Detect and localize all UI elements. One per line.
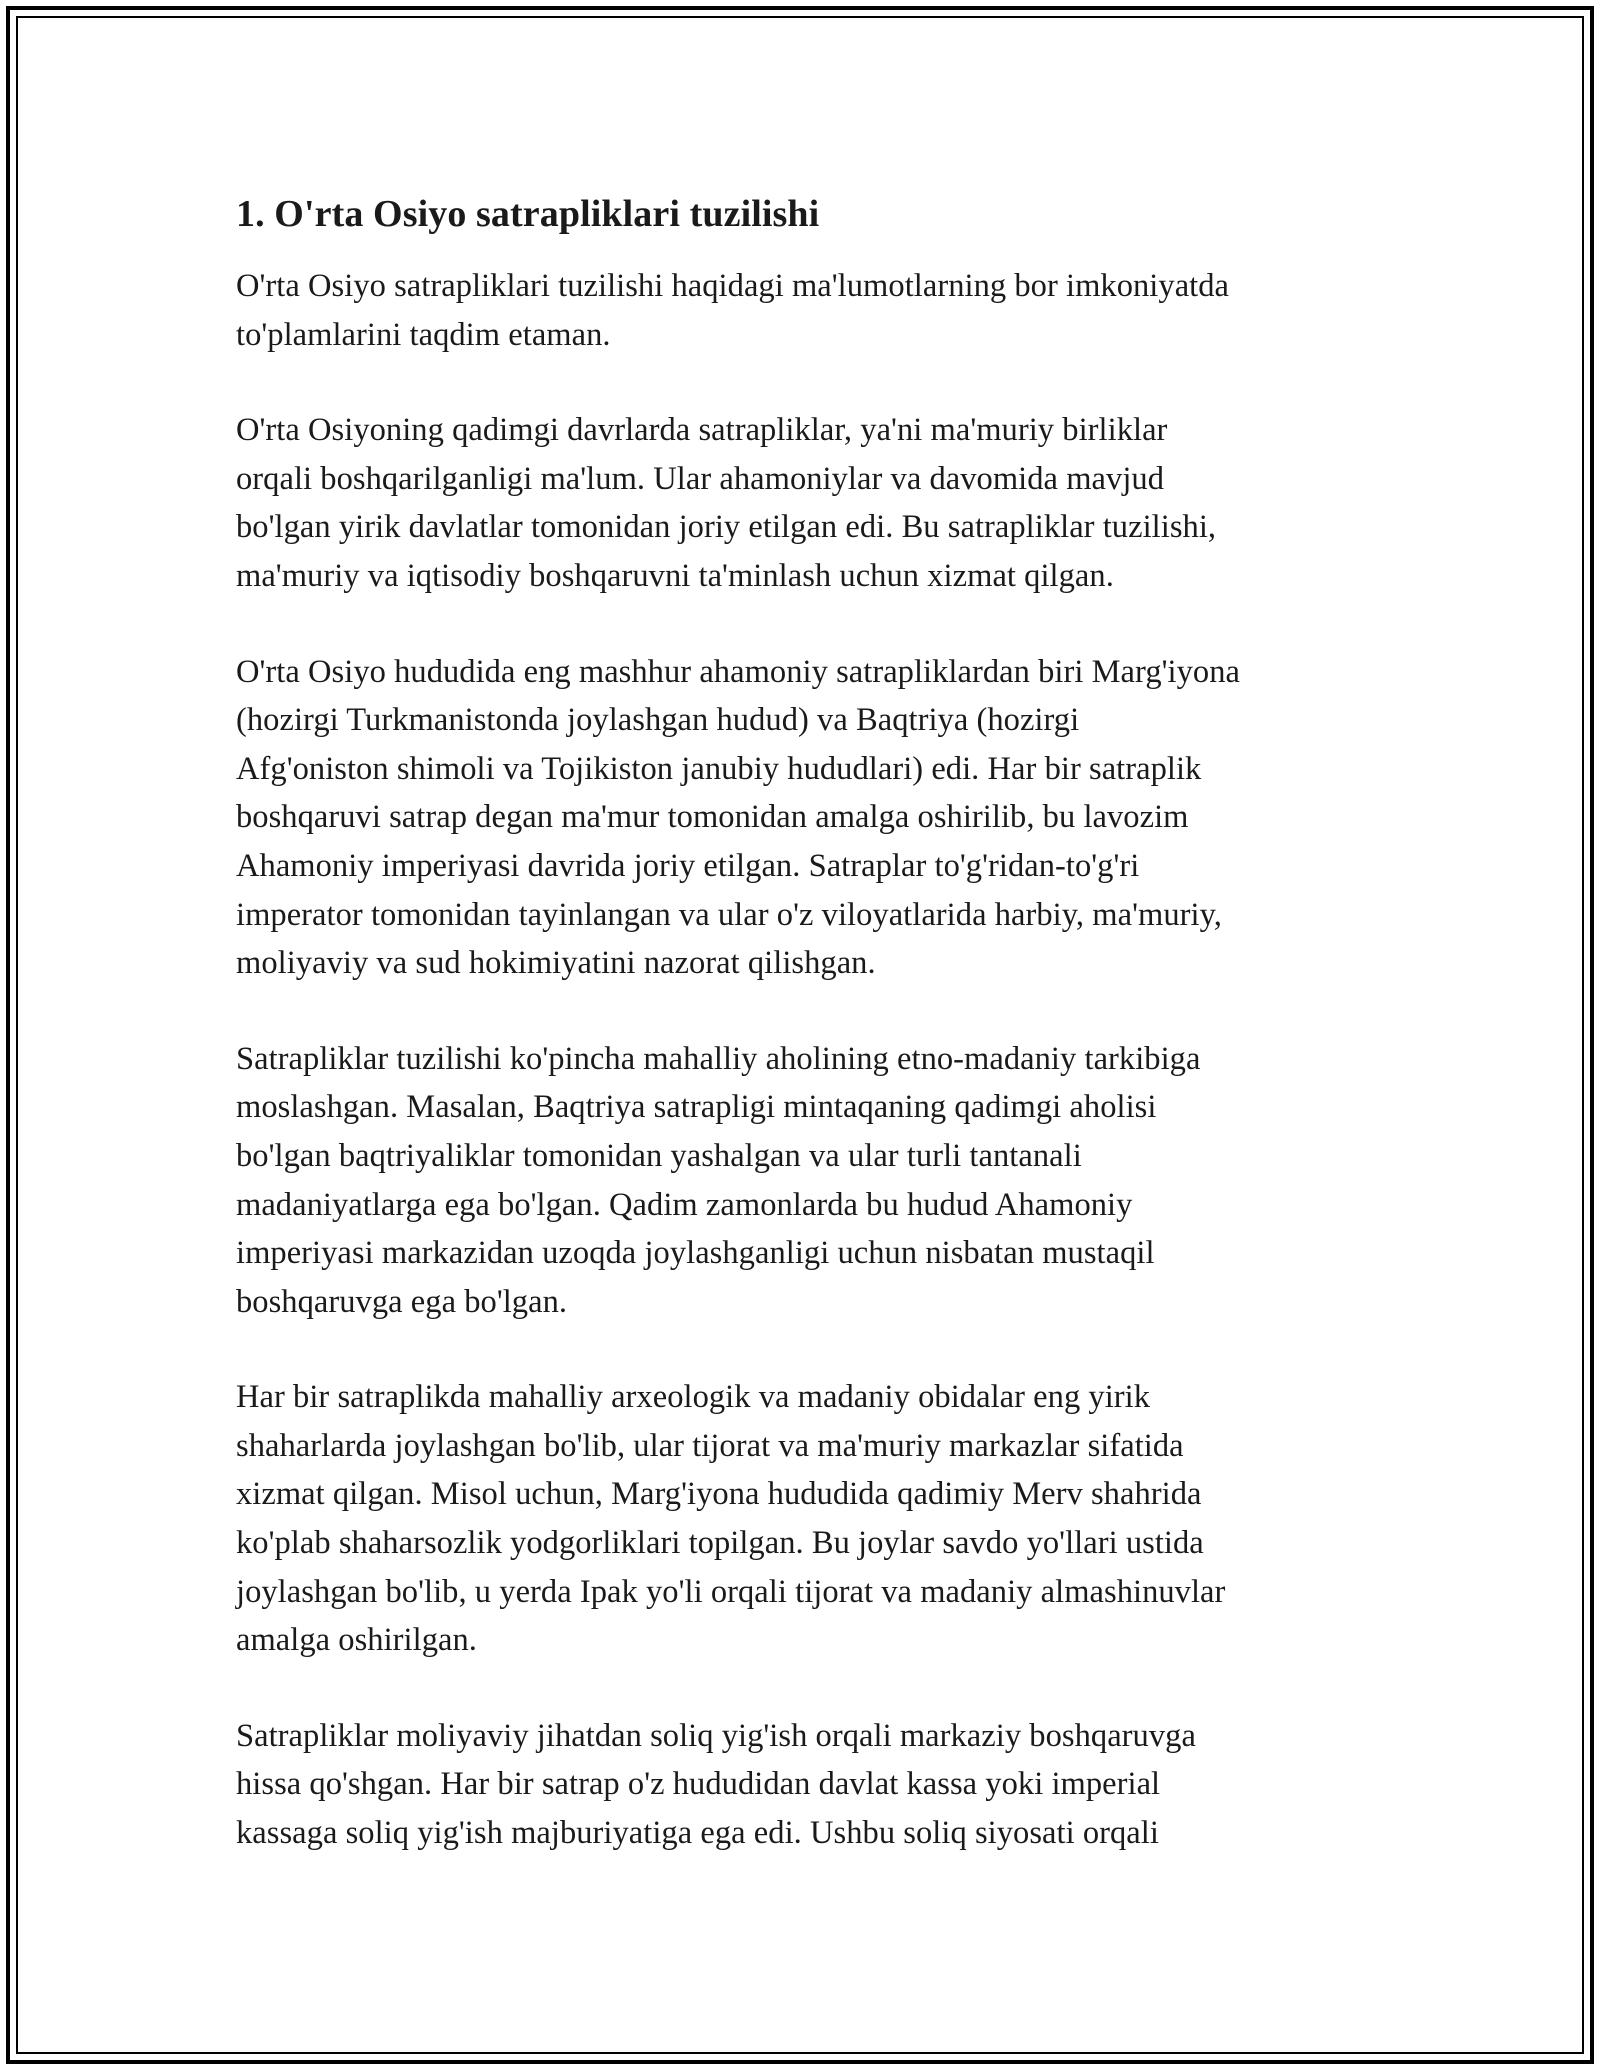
paragraph-line: Satrapliklar moliyaviy jihatdan soliq yig'ish orqali markaziy boshqaruvga (236, 1717, 1196, 1754)
paragraph-line: Ahamoniy imperiyasi davrida joriy etilgan. Satraplar to'g'ridan-to'g'ri (236, 847, 1140, 884)
paragraph-line: orqali boshqarilganligi ma'lum. Ular ahamoniylar va davomida mavjud (236, 460, 1164, 497)
paragraph-line: Afg'oniston shimoli va Tojikiston janubiy hududlari) edi. Har bir satraplik (236, 750, 1202, 787)
paragraph (236, 648, 1386, 988)
paragraph-container (236, 262, 1386, 1858)
paragraph-line: shaharlarda joylashgan bo'lib, ular tijorat va ma'muriy markazlar sifatida (236, 1427, 1184, 1464)
paragraph-line: (hozirgi Turkmanistonda joylashgan hudud) va Baqtriya (hozirgi (236, 702, 1080, 739)
paragraph-line: ma'muriy va iqtisodiy boshqaruvni ta'minlash uchun xizmat qilgan. (236, 557, 1114, 594)
paragraph-line: bo'lgan baqtriyaliklar tomonidan yashalgan va ular turli tantanali (236, 1137, 1082, 1174)
paragraph (236, 1035, 1386, 1327)
paragraph-line: Satrapliklar tuzilishi ko'pincha mahalliy aholining etno-madaniy tarkibiga (236, 1040, 1201, 1077)
paragraph (236, 1373, 1386, 1665)
paragraph-line: ko'plab shaharsozlik yodgorliklari topilgan. Bu joylar savdo yo'llari ustida (236, 1525, 1204, 1562)
document-body (236, 188, 1386, 1905)
paragraph-line: imperiyasi markazidan uzoqda joylashganligi uchun nisbatan mustaqil (236, 1235, 1155, 1272)
paragraph (236, 406, 1386, 600)
paragraph-line: kassaga soliq yig'ish majburiyatiga ega edi. Ushbu soliq siyosati orqali (236, 1815, 1159, 1852)
paragraph (236, 1712, 1386, 1858)
paragraph-line: amalga oshirilgan. (236, 1622, 477, 1659)
paragraph-line: boshqaruvga ega bo'lgan. (236, 1283, 568, 1320)
paragraph (236, 262, 1386, 359)
paragraph-line: joylashgan bo'lib, u yerda Ipak yo'li orqali tijorat va madaniy almashinuvlar (236, 1573, 1226, 1610)
section-heading: 1. O'rta Osiyo satrapliklari tuzilishi (236, 193, 820, 235)
paragraph-line: moslashgan. Masalan, Baqtriya satrapligi mintaqaning qadimgi aholisi (236, 1089, 1157, 1126)
paragraph-line: hissa qo'shgan. Har bir satrap o'z hududidan davlat kassa yoki imperial (236, 1766, 1161, 1803)
paragraph-line: boshqaruvi satrap degan ma'mur tomonidan amalga oshirilib, bu lavozim (236, 799, 1189, 836)
paragraph-line: Har bir satraplikda mahalliy arxeologik va madaniy obidalar eng yirik (236, 1379, 1151, 1416)
paragraph-line: imperator tomonidan tayinlangan va ular o'z viloyatlarida harbiy, ma'muriy, (236, 896, 1222, 933)
paragraph-line: to'plamlarini taqdim etaman. (236, 316, 611, 353)
paragraph-line: bo'lgan yirik davlatlar tomonidan joriy etilgan edi. Bu satrapliklar tuzilishi, (236, 509, 1217, 546)
paragraph-line: xizmat qilgan. Misol uchun, Marg'iyona hududida qadimiy Merv shahrida (236, 1476, 1202, 1513)
paragraph-line: madaniyatlarga ega bo'lgan. Qadim zamonlarda bu hudud Ahamoniy (236, 1186, 1133, 1223)
paragraph-line: O'rta Osiyoning qadimgi davrlarda satrapliklar, ya'ni ma'muriy birliklar (236, 412, 1168, 449)
paragraph-line: moliyaviy va sud hokimiyatini nazorat qilishgan. (236, 945, 876, 982)
paragraph-line: O'rta Osiyo hududida eng mashhur ahamoniy satrapliklardan biri Marg'iyona (236, 653, 1240, 690)
paragraph-line: O'rta Osiyo satrapliklari tuzilishi haqidagi ma'lumotlarning bor imkoniyatda (236, 268, 1230, 304)
